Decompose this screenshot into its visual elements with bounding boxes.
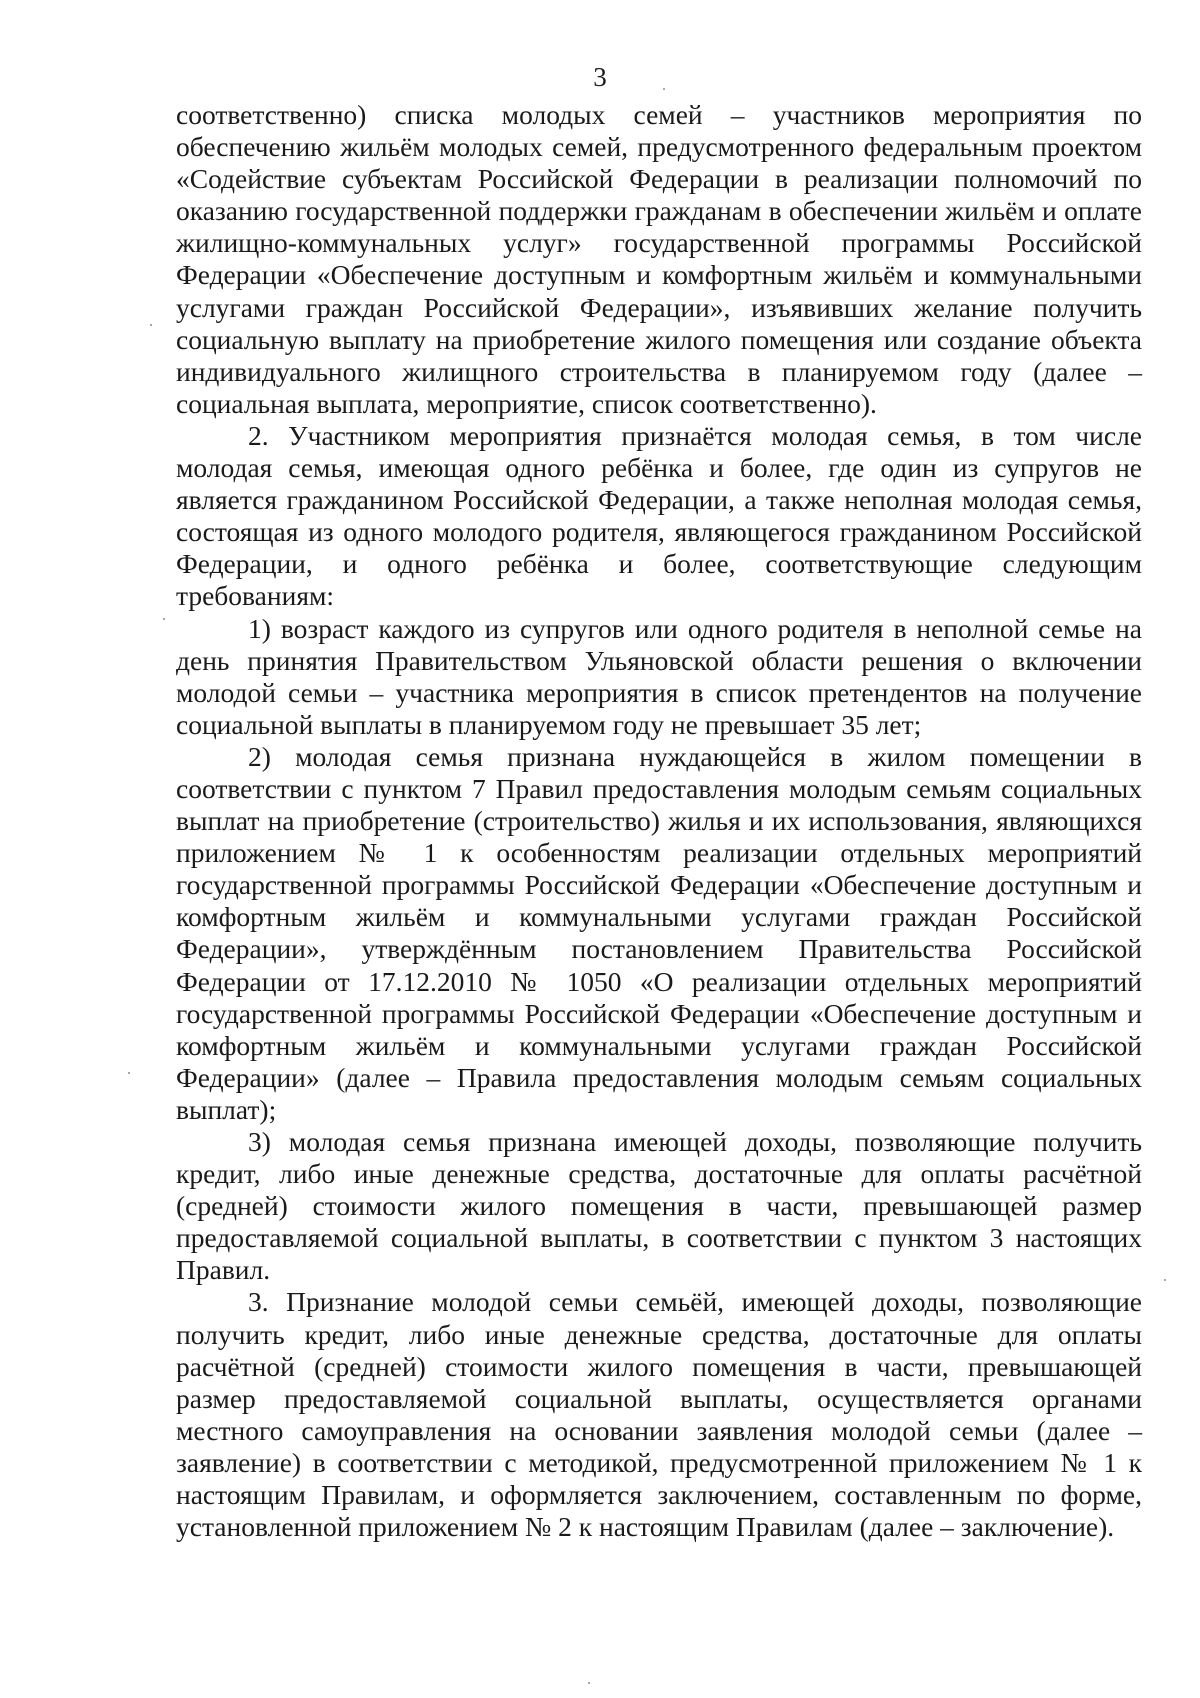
paragraph-list-definition: соответственно) списка молодых семей – участников мероприятия по обеспечению жильём молодых семей, предусмотренного федеральным проектом «Содействие субъектам Российской Федерации в реализации полномочий по оказанию государственной поддержки гражданам в обеспечении жильём и оплате жилищно-коммунальных услуг» государственной программы Российской Федерации «Обеспечение доступным и комфортным жильём и коммунальными услугами граждан Российской Федерации», изъявивших желание получить социальную выплату на приобретение жилого помещения или создание объекта индивидуального жилищного строительства в планируемом году (далее – социальная выплата, мероприятие, список соответственно).: [176, 99, 1142, 419]
paragraph-subitem-1-age: 1) возраст каждого из супругов или одного родителя в неполной семье на день принятия Правительством Ульяновской области решения о включении молодой семьи – участника мероприятия в список претендентов на получение социальной выплаты в планируемом году не превышает 35 лет;: [176, 612, 1142, 740]
paragraph-subitem-2-housing-need: 2) молодая семья признана нуждающейся в жилом помещении в соответствии с пунктом 7 Правил предоставления молодым семьям социальных выплат на приобретение (строительство) жилья и их использования, являющихся приложением № 1 к особенностям реализации отдельных мероприятий государственной программы Российской Федерации «Обеспечение доступным и комфортным жильём и коммунальными услугами граждан Российской Федерации», утверждённым постановлением Правительства Российской Федерации от 17.12.2010 № 1050 «О реализации отдельных мероприятий государственной программы Российской Федерации «Обеспечение доступным и комфортным жильём и коммунальными услугами граждан Российской Федерации» (далее – Правила предоставления молодым семьям социальных выплат);: [176, 740, 1142, 1125]
scan-speck: [163, 618, 165, 620]
scan-speck: [588, 1682, 590, 1684]
paragraph-item-2-participant: 2. Участником мероприятия признаётся молодая семья, в том числе молодая семья, имеющая одного ребёнка и более, где один из супругов не является гражданином Российской Федерации, а также неполная молодая семья, состоящая из одного молодого родителя, являющегося гражданином Российской Федерации, и одного ребёнка и более, соответствующие следующим требованиям:: [176, 419, 1142, 612]
paragraph-item-3-income-recognition: 3. Признание молодой семьи семьёй, имеющей доходы, позволяющие получить кредит, либо иные денежные средства, достаточные для оплаты расчётной (средней) стоимости жилого помещения в части, превышающей размер предоставляемой социальной выплаты, осуществляется органами местного самоуправления на основании заявления молодой семьи (далее – заявление) в соответствии с методикой, предусмотренной приложением № 1 к настоящим Правилам, и оформляется заключением, составленным по форме, установленной приложением № 2 к настоящим Правилам (далее – заключение).: [176, 1286, 1142, 1543]
scan-speck: [150, 324, 152, 326]
paragraph-subitem-3-income: 3) молодая семья признана имеющей доходы, позволяющие получить кредит, либо иные денежные средства, достаточные для оплаты расчётной (средней) стоимости жилого помещения в части, превышающей размер предоставляемой социальной выплаты, в соответствии с пунктом 3 настоящих Правил.: [176, 1126, 1142, 1286]
page-number: 3: [593, 62, 607, 92]
scan-speck: [1164, 1279, 1166, 1281]
scan-speck: [128, 1072, 130, 1074]
document-body: [176, 99, 1142, 1543]
scan-speck: [663, 88, 665, 90]
